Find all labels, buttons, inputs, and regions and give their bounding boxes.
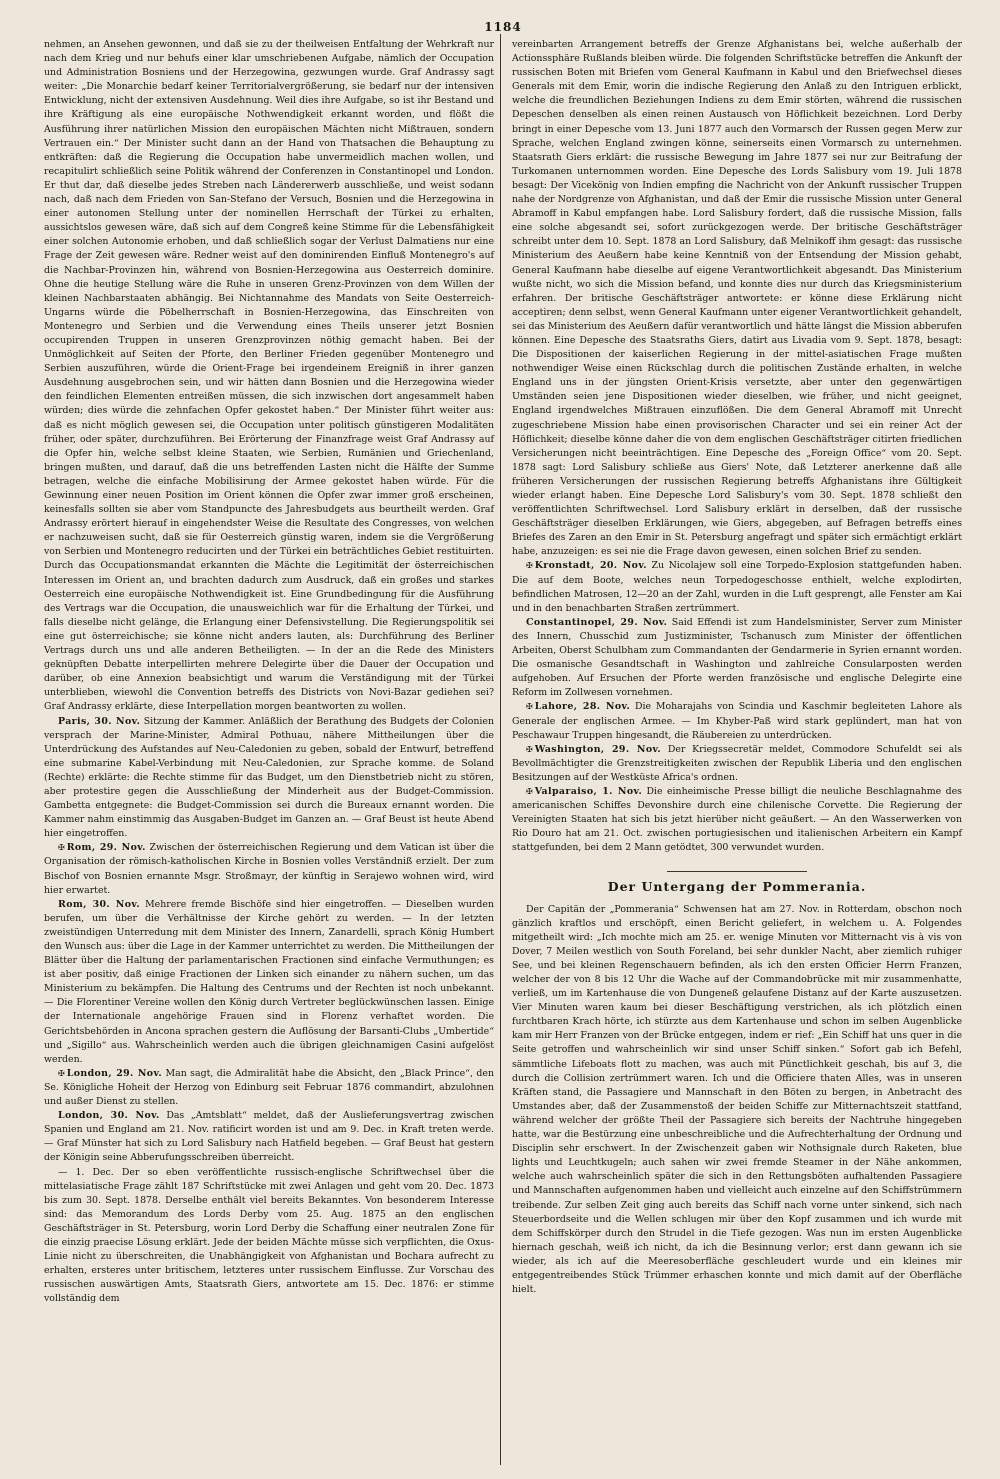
page-number: 1184	[484, 20, 522, 34]
pommerania-article: Der Capitän der „Pommerania“ Schwensen hat am 27. Nov. in Rotterdam, obschon noch gänzlich kraftlos und erschöpft, einen Bericht geliefert, in welchem u. A. Folgendes mitgetheilt wird: „Ich mochte mich am 25. er. wenige Minuten vor Mitternacht vis à vis von Dover, 7 Meilen westlich von South Foreland, bei sehr dunkler Nacht, aber ziemlich ruhiger See, und bei kleinen Regenschauern befinden, als ich den ersten Officier Herrn Franzen, welcher der von 8 bis 12 Uhr die Wache auf der Commandobrücke mit mir zusammenhatte, verließ, um im Kartenhause die von Dungeneß gelaufene Distanz auf der Karte auszusetzen. Vier Minuten waren kaum bei dieser Beschäftigung verstrichen, als ich plötzlich einen furchtbaren Krach hörte, ich stürzte aus dem Kartenhause und schon im selben Augenblicke kam mir Herr Franzen von der Brücke entgegen, indem er rief: „Ein Schiff hat uns quer in die Seite getroffen und wahrscheinlich wir sind unser Schiff sinken.“ Sofort gab ich Befehl, sämmtliche Lifeboats flott zu machen, was auch mit Pünctlichkeit geschah, bis auf 3, die durch die Collision zertrümmert waren. Ich und die Officiere thaten Alles, was in unseren Kräften stand, die Passagiere und Mannschaft in den Böten zu bergen, in Anbetracht des Umstandes aber, daß der Zusammenstoß der beiden Schiffe zur Mitternachtszeit stattfand, während welcher der größte Theil der Passagiere sich bereits der Nachtruhe hingegeben hatte, war die Bestürzung eine unbeschreibliche und die Aufrechterhaltung der Ordnung und Disciplin sehr erschwert. In der Zwischenzeit gaben wir Nothsignale durch Raketen, blue lights und Leuchtkugeln; auch sahen wir zwei fremde Steamer in der Nähe ankommen, welche auch wahrscheinlich später die sich in den Rettungsböten aufhaltenden Passagiere und Mannschaften aufgenommen haben und vielleicht auch einzelne auf den Schiffstrümmern treibende. Zur selben Zeit ging auch bereits das Schiff nach vorne unter sinkend, sich nach Steuerbordseite und die Wellen schlugen mir über den Kopf zusammen und ich wurde mit dem Schiffskörper durch den Strudel in die Tiefe gezogen. Was nun im ersten Augenblicke hiernach geschah, weiß ich nicht, da ich die Besinnung verlor; erst dann gewann ich sie wieder, als ich auf die Meeresoberfläche geschleudert wurde und ein kleines mir entgegentreibendes Stück Trümmer erhaschen konnte und mich damit auf der Oberfläche hielt.	[512, 903, 962, 1296]
news-text: Said Effendi ist zum Handelsminister, Server zum Minister des Innern, Chusschid zum Justizminister, Tschanusch zum Minister der öffentlichen Arbeiten, Oberst Schulbham zum Commandanten der Gendarmerie in Syrien ernannt worden. Die osmanische Gesandtschaft in Washington und zahlreiche Consularposten werden aufgehoben. Auf Ersuchen der Pforte werden französische und englische Delegirte eine Reform im Zollwesen vornehmen.	[512, 616, 962, 699]
news-item	[44, 1166, 494, 1307]
dateline: London, 30. Nov.	[58, 1110, 160, 1122]
dateline: Rom, 29. Nov.	[66, 842, 146, 854]
dateline: Kronstadt, 20. Nov.	[534, 560, 647, 572]
news-item	[44, 1067, 494, 1109]
news-text: Zwischen der österreichischen Regierung und dem Vatican ist über die Organisation der römisch-katholischen Kirche in Bosnien volles Verständniß erzielt. Der zum Bischof von Bosnien ernannte Msgr. Stroßmayr, der künftig in Serajewo wohnen wird, wird hier erwartet.	[44, 842, 495, 896]
news-item	[44, 38, 494, 715]
news-item	[44, 841, 494, 897]
news-text: Die einheimische Presse billigt die neuliche Beschlagnahme des americanischen Schiffes Devonshire durch eine chilenische Corvette. Die Regierung der Vereinigten Staaten hat sich bis jetzt hierüber nicht geäußert. — An den Wasserwerken von Rio Douro hat am 21. Oct. zwischen portugiesischen und italienischen Arbeitern ein Kampf stattgefunden, bei dem 2 Mann getödtet, 300 verwundet wurden.	[512, 785, 962, 854]
column-rule	[500, 34, 501, 1465]
news-text: Man sagt, die Admiralität habe die Absicht, den „Black Prince“, den Se. Königliche Hoheit der Herzog von Edinburg seit Februar 1876 commandirt, abzulohnen und außer Dienst zu stellen.	[44, 1067, 494, 1108]
telegraph-mark-icon: ✠	[58, 843, 65, 853]
dateline: Constantinopel, 29. Nov.	[526, 616, 668, 628]
news-item	[512, 616, 962, 701]
news-text: — 1. Dec. Der so eben veröffentlichte russisch-englische Schriftwechsel über die mittelasiatische Frage zählt 187 Schriftstücke mit zwei Anlagen und geht vom 20. Dec. 1873 bis zum 30. Sept. 1878. Derselbe enthält viel bereits Bekanntes. Von besonderem Interesse sind: das Memorandum des Lords Derby vom 25. Aug. 1875 an den englischen Geschäftsträger in St. Petersburg, worin Lord Derby die Schaffung einer neutralen Zone für die einzig praecise Lösung erklärt. Jede der beiden Mächte müsse sich verpflichten, die Oxus-Linie nicht zu überschreiten, die Unabhängigkeit von Afghanistan und Bochara aufrecht zu erhalten, ersteres unter britischem, letzteres unter russischem Einflusse. Zur Vorschau des russischen auswärtigen Amts, Staatsrath Giers, antwortete am 15. Dec. 1876: er stimme vollständig dem	[44, 1166, 494, 1305]
news-item	[44, 1109, 494, 1165]
news-item	[512, 743, 962, 785]
dateline: Washington, 29. Nov.	[534, 743, 662, 755]
telegraph-mark-icon: ✠	[526, 702, 533, 712]
news-item	[512, 785, 962, 855]
news-item	[512, 38, 962, 559]
columns	[44, 38, 962, 1478]
section-divider	[667, 871, 807, 872]
telegraph-mark-icon: ✠	[526, 786, 533, 796]
section-title: Der Untergang der Pommerania.	[607, 879, 867, 895]
dateline: Lahore, 28. Nov.	[534, 701, 631, 713]
news-text: Zu Nicolajew soll eine Torpedo-Explosion stattgefunden haben. Die auf dem Boote, welches neun Torpedogeschosse enthielt, welche explodirten, befindlichen Matrosen, 12—20 an der Zahl, wurden in die Luft gesprengt, alle Fenster am Kai und in den benachbarten Straßen zertrümmert.	[512, 560, 962, 614]
dateline: London, 29. Nov.	[66, 1067, 163, 1079]
telegraph-mark-icon: ✠	[526, 561, 533, 571]
news-item	[44, 898, 494, 1067]
news-text: Die Moharajahs von Scindia und Kaschmir begleiteten Lahore als Generale der englischen Armee. — Im Khyber-Paß wird stark geplündert, man hat von Peschawaur Truppen hingesandt, die Räubereien zu unterdrücken.	[512, 701, 962, 741]
telegraph-mark-icon: ✠	[526, 744, 533, 754]
news-item	[44, 715, 494, 842]
dateline: Valparaiso, 1. Nov.	[534, 785, 643, 797]
news-text: Sitzung der Kammer. Anläßlich der Berathung des Budgets der Colonien versprach der Marine-Minister, Admiral Pothuau, nähere Mittheilungen über die Unterdrückung des Aufstandes auf Neu-Caledonien zu geben, sobald der Entwurf, betreffend eine submarine Kabel-Verbindung mit Neu-Caledonien, zur Sprache komme. de Soland (Rechte) erklärte: die Rechte stimme für das Budget, um den Dienstbetrieb nicht zu stören, aber protestire gegen die Ausschließung der Minderheit aus der Budget-Commission. Gambetta entgegnete: die Budget-Commission sei durch die Bureaux ernannt worden. Die Kammer nahm einstimmig das Ausgaben-Budget im Ganzen an. — Graf Beust ist heute Abend hier eingetroffen.	[44, 715, 495, 840]
news-text: vereinbarten Arrangement betreffs der Grenze Afghanistans bei, welche außerhalb der Actionssphäre Rußlands bleiben würde. Die folgenden Schriftstücke betreffen die Ankunft der russischen Boten mit Briefen vom General Kaufmann in Kabul und den Briefwechsel dieses Generals mit dem Emir, worin die indische Regierung den Anlaß zu den Intriguen erblickt, welche die freundlichen Beziehungen Indiens zu dem Emir störten, während die russischen Depeschen denselben als einen reinen Austausch von Höflichkeit bezeichnen. Lord Derby bringt in einer Depesche vom 13. Juni 1877 auch den Vormarsch der Russen gegen Merw zur Sprache, welchen England zwingen könne, seinerseits einen Vormarsch zu unternehmen. Staatsrath Giers erklärt: die russische Bewegung im Jahre 1877 sei nur zur Beitrafung der Turkomanen unternommen worden. Eine Depesche des Lords Salisbury vom 19. Juli 1878 besagt: Der Vicekönig von Indien empfing die Nachricht von der Ankunft russischer Truppen nahe der Nordgrenze von Afghanistan, und daß der Emir die russische Mission unter General Abramoff in Kabul empfangen habe. Lord Salisbury fordert, daß die russische Mission, falls eine solche abgesandt sei, sofort zurückgezogen werde. Der britische Geschäftsträger schreibt unter dem 10. Sept. 1878 an Lord Salisbury, daß Melnikoff ihm gesagt: das russische Ministerium des Aeußern habe keine Kenntniß von der Entsendung der Mission gehabt, General Kaufmann habe dieselbe auf eigene Verantwortlichkeit abgesandt. Das Ministerium wußte nicht, wo sich die Mission befand, und konnte dies nur durch das Kriegsministerium erfahren. Der britische Geschäftsträger antwortete: er könne diese Erklärung nicht acceptiren; denn selbst, wenn General Kaufmann unter eigener Verantwortlichkeit gehandelt, sei das Ministerium des Aeußern dafür verantwortlich und hätte längst die Mission abberufen können. Eine Depesche des Staatsraths Giers, datirt aus Livadia vom 9. Sept. 1878, besagt: Die Dispositionen der kaiserlichen Regierung in der mittel-asiatischen Frage mußten nothwendiger Weise einen Rückschlag durch die politischen Zustände erhalten, in welche England uns in der jüngsten Orient-Krisis versetzte, aber unter den gegenwärtigen Umständen seien jene Dispositionen wieder dieselben, wie früher, und nicht geeignet, England irgendwelches Mißtrauen einzuflößen. Die dem General Abramoff mit Unrecht zugeschriebene Mission habe einen provisorischen Character und sei ein reiner Act der Höflichkeit; dieselbe könne daher die von dem englischen Geschäftsträger citirten friedlichen Versicherungen nicht beeinträchtigen. Eine Depesche des „Foreign Office“ vom 20. Sept. 1878 sagt: Lord Salisbury schließe aus Giers' Note, daß Letzterer anerkenne daß alle früheren Versicherungen der russischen Regierung betreffs Afghanistans ihre Gültigkeit wieder erlangt haben. Eine Depesche Lord Salisbury's vom 30. Sept. 1878 schließt den veröffentlichten Schriftwechsel. Lord Salisbury erklärt in derselben, daß der russische Geschäftsträger dieselben Erklärungen, wie Giers, abgegeben, auf Befragen betreffs eines Briefes des Zaren an den Emir in St. Petersburg angefragt und später sich ermächtigt erklärt habe, anzuzeigen: es sei nie die Frage davon gewesen, einen solchen Brief zu senden.	[512, 39, 962, 558]
left-column	[44, 38, 494, 1478]
news-text: Mehrere fremde Bischöfe sind hier eingetroffen. — Dieselben wurden berufen, um über die Verhältnisse der Kirche gehört zu werden. — In der letzten zweistündigen Unterredung mit dem Minister des Innern, Zanardelli, sprach König Humbert den Wunsch aus: über die Lage in der Kammer unterrichtet zu werden. Die Mittheilungen der Blätter über die Haltung der parlamentarischen Fractionen sind einfache Vermuthungen; es ist aber positiv, daß einige Fractionen der Linken sich einander zu nähern suchen, um das Ministerium zu bekämpfen. Die Haltung des Centrums und der Rechten ist noch unbekannt. — Die Florentiner Vereine wollen den König durch Vertreter beglückwünschen lassen. Einige der Internationale angehörige Frauen sind in Florenz verhaftet worden. Die Gerichtsbehörden in Ancona sprachen gestern die Auflösung der Barsanti-Clubs „Umbertide“ und „Sigillo“ aus. Wahrscheinlich werden auch die übrigen gleichnamigen Casini aufgelöst werden.	[44, 898, 494, 1065]
news-text: nehmen, an Ansehen gewonnen, und daß sie zu der theilweisen Entfaltung der Wehrkraft nur nach dem Krieg und nur behufs einer klar umschriebenen Aufgabe, nämlich der Occupation und Administration Bosniens und der Herzegowina, gezwungen wurde. Graf Andrassy sagt weiter: „Die Monarchie bedarf keiner Territorialvergrößerung, sie bedarf nur der intensiven Entwicklung, nicht der extensiven Ausdehnung. Weil dies ihre Aufgabe, so ist ihr Bestand und ihre Kräftigung als eine europäische Nothwendigkeit erkannt worden, und flößt die Ausführung ihrer natürlichen Mission den europäischen Mächten nicht Mißtrauen, sondern Vertrauen ein.“ Der Minister sucht dann an der Hand von Thatsachen die Behauptung zu entkräften: daß die Regierung die Occupation habe unvermeidlich machen wollen, und recapitulirt schließlich seine Politik während der Conferenzen in Constantinopel und London. Er thut dar, daß dieselbe jedes Streben nach Ländererwerb ausschließe, und weist sodann nach, daß nach dem Frieden von San-Stefano der Versuch, Bosnien und die Herzegowina in einer autonomen Stellung unter der nominellen Herrschaft der Türkei zu erhalten, aussichtslos gewesen wäre, daß sich auf dem Congreß keine Stimme für die Lebensfähigkeit einer solchen Autonomie erhoben, und daß schließlich sogar der Verlust Dalmatiens nur eine Frage der Zeit gewesen wäre. Redner weist auf den dominirenden Einfluß Montenegro's auf die Nachbar-Provinzen hin, während von Bosnien-Herzegowina aus Oesterreich dominire. Ohne die heutige Stellung wäre die Ruhe in unseren Grenz-Provinzen von dem Willen der kleinen Nachbarstaaten abhängig. Bei Nichtannahme des Mandats von Seite Oesterreich-Ungarns würde die Pöbelherrschaft in Bosnien-Herzegowina, das Einschreiten von Montenegro und Serbien und die Verwendung eines Theils unserer jetzt Bosnien occupirenden Truppen in unseren Grenzprovinzen nöthig gemacht haben. Bei der Unmöglichkeit auf Seiten der Pforte, den Berliner Frieden gegenüber Montenegro und Serbien auszuführen, würde die Orient-Frage bei irgendeinem Ereigniß in ihrer ganzen Ausdehnung ausgebrochen sein, und wir hätten dann Bosnien und die Herzegowina wieder den feindlichen Elementen entreißen müssen, die sich inzwischen dort angesammelt haben würden; dies würde die zehnfachen Opfer gekostet haben.“ Der Minister führt weiter aus: daß es nicht möglich gewesen sei, die Occupation unter politisch günstigeren Modalitäten früher, oder später, durchzuführen. Bei Erörterung der Finanzfrage weist Graf Andrassy auf die Opfer hin, welche selbst kleine Staaten, wie Serbien, Rumänien und Griechenland, bringen mußten, und darauf, daß die uns betreffenden Lasten nicht die Hälfte der Summe betragen, welche die einfache Mobilisirung der Armee gekostet haben würde. Für die Gewinnung einer neuen Position im Orient können die Opfer zwar immer groß erscheinen, keinesfalls sollten sie aber vom Standpuncte des Jahresbudgets aus beurtheilt werden. Graf Andrassy erörtert hierauf in eingehendster Weise die Resultate des Congresses, von welchen er nachzuweisen sucht, daß sie für Oesterreich günstig waren, indem sie die Vergrößerung von Serbien und Montenegro reducirten und der Türkei ein beträchtliches Gebiet restituirten. Durch das Occupationsmandat erkannten die Mächte die Legitimität der österreichischen Interessen im Orient an, und brachten dadurch zum Ausdruck, daß ein großes und starkes Oesterreich eine europäische Nothwendigkeit ist. Eine Grundbedingung für die Ausführung des Vertrags war die Occupation, die unausweichlich war für die Erhaltung der Türkei, und falls dieselbe nicht gelänge, die Erlangung einer Defensivstellung. Die Regierungspolitik sei eine gut österreichische; sie könne nicht anders lauten, als: Durchführung des Berliner Vertrags durch uns und alle anderen Betheiligten. — In der an die Rede des Ministers geknüpften Debatte interpellirten mehrere Delegirte über die Dauer der Occupation und darüber, ob eine Annexion beabsichtigt und warum die Verständigung mit der Türkei unterblieben, wiewohl die Convention betreffs des Districts von Novi-Bazar gediehen sei? Graf Andrassy erklärte, diese Interpellation morgen beantworten zu wollen.	[44, 39, 494, 713]
news-item	[512, 559, 962, 615]
telegraph-mark-icon: ✠	[58, 1068, 65, 1078]
dateline: Rom, 30. Nov.	[58, 898, 140, 910]
news-text: Das „Amtsblatt“ meldet, daß der Auslieferungsvertrag zwischen Spanien und England am 21. Nov. ratificirt worden ist und am 9. Dec. in Kraft treten werde. — Graf Münster hat sich zu Lord Salisbury nach Hatfield begeben. — Graf Beust hat gestern der Königin seine Abberufungsschreiben überreicht.	[44, 1110, 494, 1164]
dateline: Paris, 30. Nov.	[58, 715, 141, 727]
right-column	[512, 38, 962, 1478]
news-item	[512, 700, 962, 742]
news-text: Der Kriegssecretär meldet, Commodore Schufeldt sei als Bevollmächtigter die Grenzstreitigkeiten zwischen der Republik Liberia und den englischen Besitzungen auf der Westküste Africa's ordnen.	[512, 743, 963, 783]
right-news-items	[512, 38, 962, 855]
